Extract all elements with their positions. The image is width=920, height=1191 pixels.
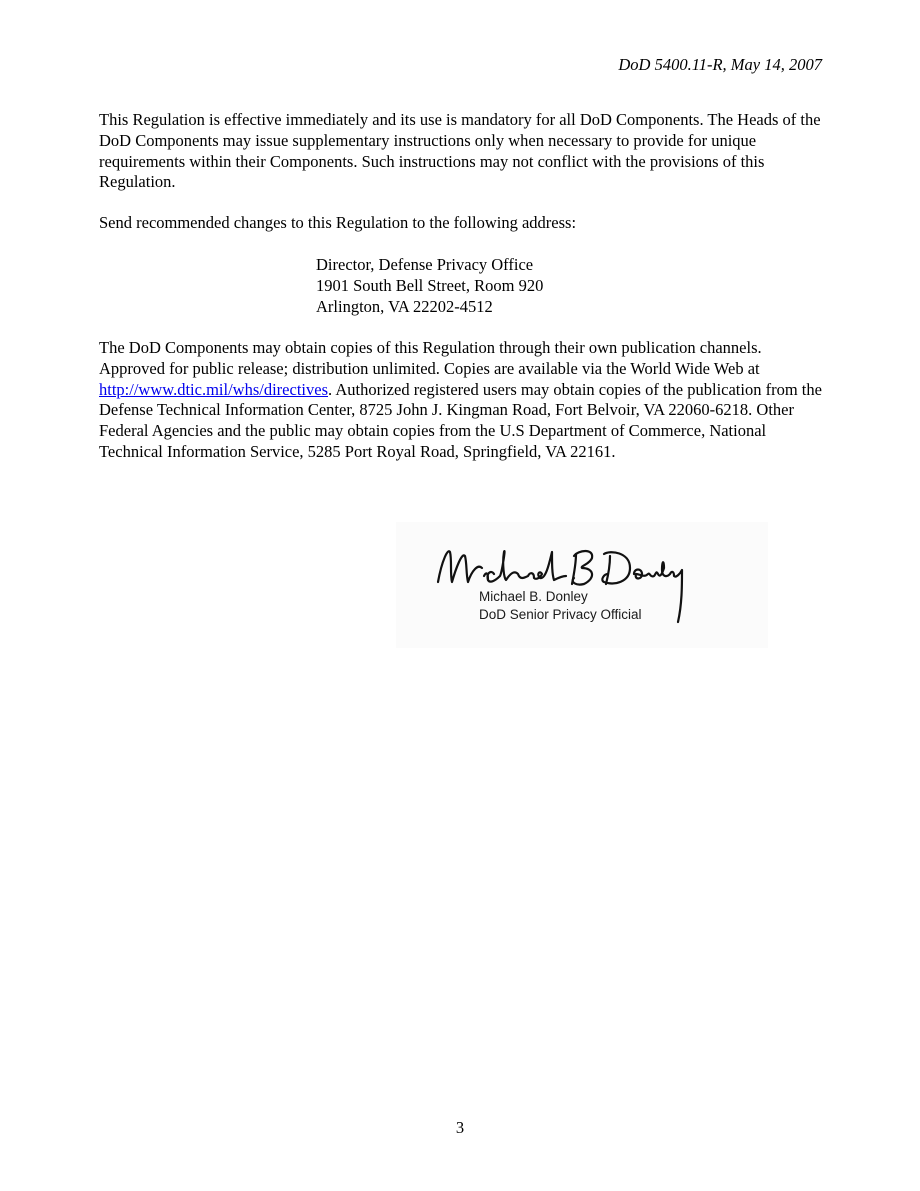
- document-header: DoD 5400.11-R, May 14, 2007: [618, 55, 822, 74]
- paragraph-copies: [99, 338, 823, 463]
- mailing-address: [316, 255, 543, 317]
- address-line-1: Director, Defense Privacy Office: [316, 255, 534, 274]
- signatory-title: DoD Senior Privacy Official: [479, 607, 642, 622]
- copies-text-after: . Authorized registered users may obtain copies of the publication from the Defense Technical Information Center, 8725 John J. Kingman Road, Fort Belvoir, VA 22060-6218. Other Federal Agencies and the public may obtain copies from the U.S Department of Commerce, National Technical Information Service, 5285 Port Royal Road, Springfield, VA 22161.: [99, 379, 822, 461]
- signatory-name: Michael B. Donley: [479, 589, 588, 604]
- paragraph-send-changes: Send recommended changes to this Regulation to the following address:: [99, 213, 577, 232]
- page-number: 3: [455, 1118, 465, 1137]
- paragraph-effective: This Regulation is effective immediately and its use is mandatory for all DoD Components. The Heads of the DoD Components may issue supplementary instructions only when necessary to provide for unique requirements within their Components. Such instructions may not conflict with the provisions of this Regulation.: [99, 110, 821, 192]
- address-line-3: Arlington, VA 22202-4512: [316, 296, 493, 316]
- address-line-2: 1901 South Bell Street, Room 920: [316, 275, 544, 295]
- directives-link[interactable]: http://www.dtic.mil/whs/directives: [99, 379, 328, 399]
- signature-block: [396, 522, 768, 648]
- copies-text-before: The DoD Components may obtain copies of this Regulation through their own publication channels. Approved for public release; distribution unlimited. Copies are available via the World Wide Web at: [99, 338, 762, 378]
